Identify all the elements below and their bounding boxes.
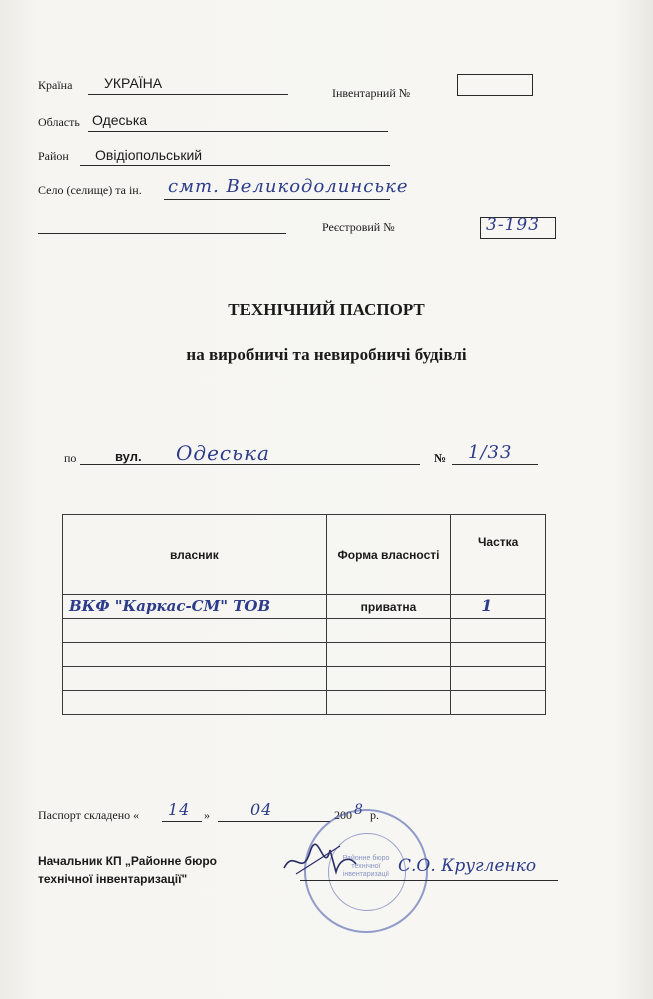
village-value: смт. Великодолинське	[168, 176, 409, 197]
registry-label: Реєстровий №	[322, 220, 395, 234]
owners-table	[62, 514, 546, 715]
owner-name: ВКФ "Каркас-СМ" ТОВ	[69, 597, 271, 615]
compiled-sep: »	[204, 808, 210, 822]
number-line	[452, 464, 538, 465]
stamp-text: Районне бюро технічної інвентаризації	[342, 855, 390, 878]
header-ownership-form: Форма власності	[326, 515, 451, 595]
inventory-label: Інвентарний №	[332, 86, 411, 100]
region-value: Одеська	[92, 112, 148, 128]
country-value: УКРАЇНА	[104, 75, 163, 91]
street-name: Одеська	[176, 441, 270, 465]
owner-cell	[63, 595, 327, 619]
year-prefix: 200	[334, 808, 352, 822]
number-label: №	[434, 451, 447, 465]
table-row	[63, 691, 546, 715]
share-cell	[451, 595, 546, 619]
table-header-row	[63, 515, 546, 595]
document-subtitle: на виробничі та невиробничі будівлі	[186, 345, 467, 364]
street-type: вул.	[115, 449, 142, 464]
district-value: Овідіопольський	[95, 147, 203, 163]
year-digit: 8	[354, 802, 364, 818]
village-line	[164, 199, 390, 200]
country-line	[88, 94, 288, 95]
compiled-day: 14	[168, 800, 191, 819]
header-share: Частка	[451, 515, 546, 595]
country-label: Країна	[38, 78, 73, 92]
village-label: Село (селище) та ін.	[38, 183, 142, 197]
day-line	[162, 821, 202, 822]
signer-name: С.О. Кругленко	[398, 856, 537, 876]
region-line	[88, 131, 388, 132]
village-line-2	[38, 233, 286, 234]
number-value: 1/33	[468, 442, 513, 463]
signatory-title	[38, 852, 217, 888]
table-row	[63, 619, 546, 643]
table-row	[63, 643, 546, 667]
district-label: Район	[38, 149, 69, 163]
address-prefix: по	[64, 451, 77, 465]
form-cell: приватна	[326, 595, 451, 619]
header-owner: власник	[63, 515, 327, 595]
district-line	[80, 165, 390, 166]
document-title: ТЕХНІЧНИЙ ПАСПОРТ	[228, 300, 425, 319]
share-value: 1	[481, 596, 494, 615]
month-line	[218, 821, 330, 822]
signature-line	[300, 880, 558, 881]
signatory-line-2: технічної інвентаризації"	[38, 872, 188, 886]
compiled-month: 04	[250, 800, 273, 819]
year-suffix: р.	[370, 808, 379, 822]
table-row	[63, 595, 546, 619]
registry-value: 3-193	[486, 215, 541, 235]
table-row	[63, 667, 546, 691]
signatory-line-1: Начальник КП „Районне бюро	[38, 854, 217, 868]
compiled-label: Паспорт складено «	[38, 808, 140, 822]
inventory-number-box	[457, 74, 533, 96]
region-label: Область	[38, 115, 80, 129]
